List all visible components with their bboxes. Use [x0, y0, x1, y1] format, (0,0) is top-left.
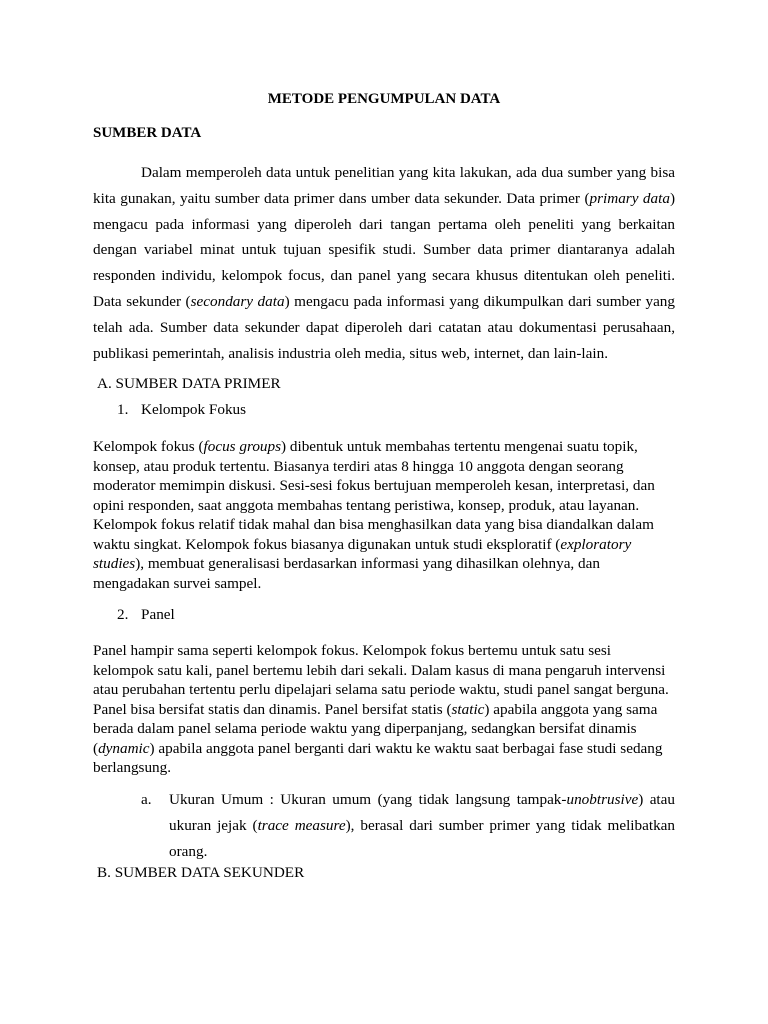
fokus-italic-focus-groups: focus groups	[203, 438, 282, 455]
panel-italic-static: static	[451, 700, 485, 718]
panel-text-1: Panel hampir sama seperti kelompok fokus. Kelompok fokus bertemu untuk satu sesi kelompok satu kali, panel bertemu lebih dari sekali. Dalam kasus di mana pengaruh intervensi atau perubahan tertentu perlu dipelajari selama satu periode waktu, studi panel sangat berguna. Panel bisa bersifat statis dan dinamis. Panel bersifat statis (	[93, 642, 669, 718]
fokus-italic-exploratory-studies: exploratory studies	[93, 535, 632, 572]
panel-text-3: ) apabila anggota panel berganti dari waktu ke waktu saat berbagai fase studi sedang berlangsung.	[93, 739, 663, 776]
sub-text-2: ) atau ukuran jejak (	[169, 791, 675, 834]
sub-text-3: ), berasal dari sumber primer yang tidak melibatkan orang.	[169, 817, 675, 860]
list-item-number: 1.	[117, 401, 129, 418]
sub-item-body	[169, 787, 675, 865]
paragraph-panel	[93, 641, 675, 778]
section-heading-sumber-data: SUMBER DATA	[93, 125, 202, 141]
paragraph-kelompok-fokus	[93, 437, 675, 593]
list-item-number: 2.	[117, 606, 129, 623]
sub-italic-trace-measure: trace measure	[257, 817, 346, 834]
intro-paragraph	[93, 160, 675, 366]
list-item-panel	[117, 605, 175, 625]
sub-item-letter: a.	[141, 791, 152, 808]
document-title: METODE PENGUMPULAN DATA	[267, 91, 501, 107]
list-item-kelompok-fokus	[117, 400, 246, 420]
fokus-text-3: ), membuat generalisasi berdasarkan informasi yang dihasilkan olehnya, dan mengadakan survei sampel.	[93, 555, 600, 592]
list-item-label: Kelompok Fokus	[141, 401, 247, 418]
sub-italic-unobtrusive: unobtrusive	[566, 791, 639, 808]
intro-italic-primary-data: primary data	[589, 189, 670, 207]
panel-italic-dynamic: dynamic	[98, 739, 150, 757]
section-b-heading: B. SUMBER DATA SEKUNDER	[97, 864, 305, 881]
fokus-text-2: ) dibentuk untuk membahas tertentu mengenai suatu topik, konsep, atau produk tertentu. Biasanya terdiri atas 8 hingga 10 anggota dengan seorang moderator memimpin diskusi. Sesi-sesi fokus bertujuan memperoleh kesan, interpretasi, dan opini responden, saat anggota membahas tentang peristiwa, konsep, produk, atau layanan. Kelompok fokus relatif tidak mahal dan bisa menghasilkan data yang bisa diandalkan dalam waktu singkat. Kelompok fokus biasanya digunakan untuk studi eksploratif (	[93, 438, 655, 553]
intro-text-3: ) mengacu pada informasi yang dikumpulkan dari sumber yang telah ada. Sumber data sekunder dapat diperoleh dari catatan atau dokumentasi perusahaan, publikasi pemerintah, analisis industria oleh media, situs web, internet, dan lain-lain.	[93, 292, 675, 362]
section-a-heading: A. SUMBER DATA PRIMER	[97, 375, 281, 392]
list-item-label: Panel	[141, 606, 175, 623]
intro-text-2: ) mengacu pada informasi yang diperoleh dari tangan pertama oleh peneliti yang berkaitan dengan variabel minat untuk tujuan spesifik studi. Sumber data primer diantaranya adalah responden individu, kelompok focus, dan panel yang secara khusus ditentukan oleh peneliti. Data sekunder (	[93, 189, 675, 310]
sub-text-1: Ukuran Umum : Ukuran umum (yang tidak langsung tampak-	[169, 791, 567, 808]
intro-italic-secondary-data: secondary data	[190, 292, 285, 310]
fokus-text-1: Kelompok fokus (	[93, 438, 204, 455]
intro-text-1: Dalam memperoleh data untuk penelitian yang kita lakukan, ada dua sumber yang bisa kita gunakan, yaitu sumber data primer dans umber data sekunder. Data primer (	[93, 164, 675, 207]
document-page	[93, 0, 675, 1024]
panel-text-2: ) apabila anggota yang sama berada dalam panel selama periode waktu yang diperpanjang, sedangkan bersifat dinamis (	[93, 700, 658, 757]
